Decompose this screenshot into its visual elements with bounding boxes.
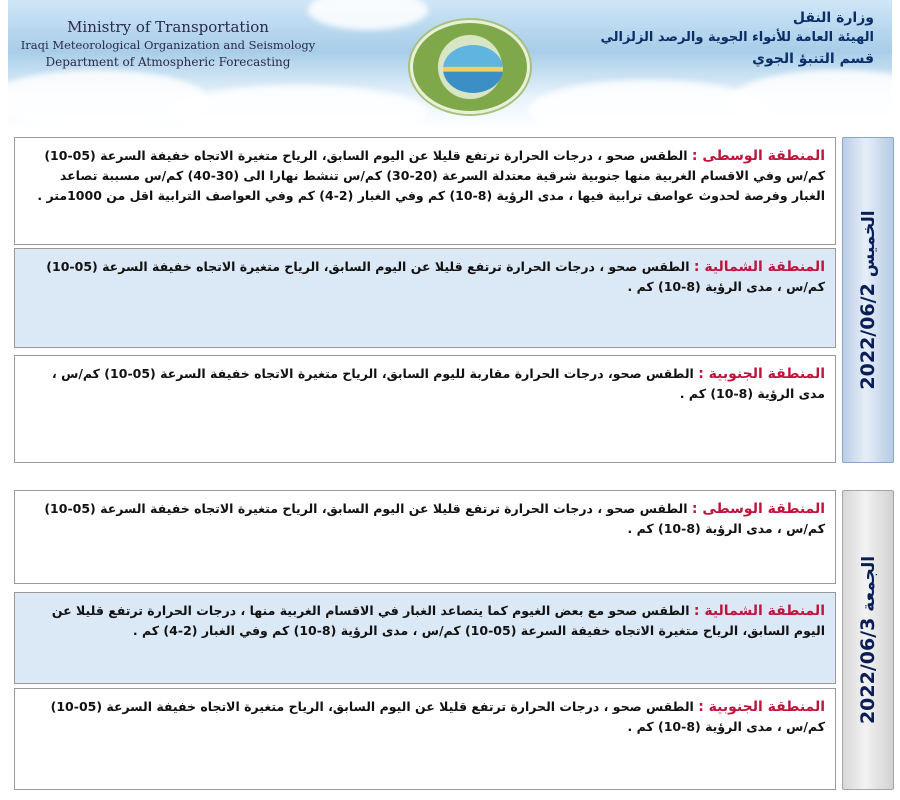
header-banner <box>8 0 892 128</box>
organization-name-en: Iraqi Meteorological Organization and Seismology <box>20 38 316 52</box>
region-name: المنطقة الجنوبية : <box>698 699 825 715</box>
region-forecast-text: الطقس صحو مع بعض الغيوم كما يتصاعد الغبار في الاقسام الغربية منها ، درجات الحرارة ترتفع قليلا عن اليوم السابق، الرياح متغيرة الاتجاه خفيفة السرعة (05-10) كم/س ، مدى الرؤية (8-10) كم وفي الغبار (2-4) كم . <box>51 603 825 638</box>
region-south <box>14 688 836 790</box>
region-central <box>14 490 836 584</box>
ministry-name-ar: وزارة النقل <box>792 10 874 26</box>
region-north <box>14 592 836 684</box>
date-value: 2022/06/2 <box>857 283 879 390</box>
date-tab <box>842 490 894 790</box>
region-name: المنطقة الشمالية : <box>693 603 825 619</box>
region-north <box>14 248 836 348</box>
region-forecast-text: الطقس صحو ، درجات الحرارة ترتفع قليلا عن اليوم السابق، الرياح متغيرة الاتجاه خفيفة السرعة (05-10) كم/س ، مدى الرؤية (8-10) كم . <box>50 699 825 734</box>
ministry-name-en: Ministry of Transportation <box>67 18 269 36</box>
region-south <box>14 355 836 463</box>
date-label <box>857 210 879 389</box>
organization-name-ar: الهيئة العامة للأنواء الجوية والرصد الزلزالي <box>600 30 874 45</box>
region-forecast-text: الطقس صحو ، درجات الحرارة ترتفع قليلا عن اليوم السابق، الرياح متغيرة الاتجاه خفيفة السرعة (05-10) كم/س ، مدى الرؤية (8-10) كم . <box>44 501 825 536</box>
department-name-ar: قسم التنبؤ الجوي <box>752 51 874 67</box>
weekday-name: الجمعة <box>859 555 879 612</box>
date-value: 2022/06/3 <box>857 617 879 725</box>
forecast-day-2 <box>14 490 894 790</box>
region-central <box>14 137 836 245</box>
date-tab <box>842 137 894 463</box>
forecast-day-1 <box>14 137 894 463</box>
region-name: المنطقة الوسطى : <box>691 148 825 164</box>
weekday-name: الخميس <box>859 210 879 278</box>
region-name: المنطقة الجنوبية : <box>698 366 825 382</box>
region-name: المنطقة الوسطى : <box>691 501 825 517</box>
header-arabic-titles <box>584 10 874 67</box>
organization-seal-icon <box>410 20 530 114</box>
department-name-en: Department of Atmospheric Forecasting <box>45 55 291 69</box>
region-name: المنطقة الشمالية : <box>693 259 825 275</box>
region-forecast-text: الطقس صحو ، درجات الحرارة ترتفع قليلا عن اليوم السابق، الرياح متغيرة الاتجاه خفيفة السرعة (05-10) كم/س وفي الاقسام الغربية منها جنوبية شرقية معتدلة السرعة (20-30) كم/س تنشط نهارا الى (30-40) كم/س مسببة تصاعد الغبار وفرصة لحدوث عواصف ترابية فيها ، مدى الرؤية (8-10) كم وفي الغبار (2-4) كم وفي العواصف الترابية اقل من 1000متر . <box>37 148 825 203</box>
date-label <box>857 556 879 724</box>
region-forecast-text: الطقس صحو ، درجات الحرارة ترتفع قليلا عن اليوم السابق، الرياح متغيرة الاتجاه خفيفة السرعة (05-10) كم/س ، مدى الرؤية (8-10) كم . <box>46 259 825 294</box>
header-english-titles <box>18 18 318 69</box>
region-forecast-text: الطقس صحو، درجات الحرارة مقاربة لليوم السابق، الرياح متغيرة الاتجاه خفيفة السرعة (05-10) كم/س ، مدى الرؤية (8-10) كم . <box>51 366 825 401</box>
